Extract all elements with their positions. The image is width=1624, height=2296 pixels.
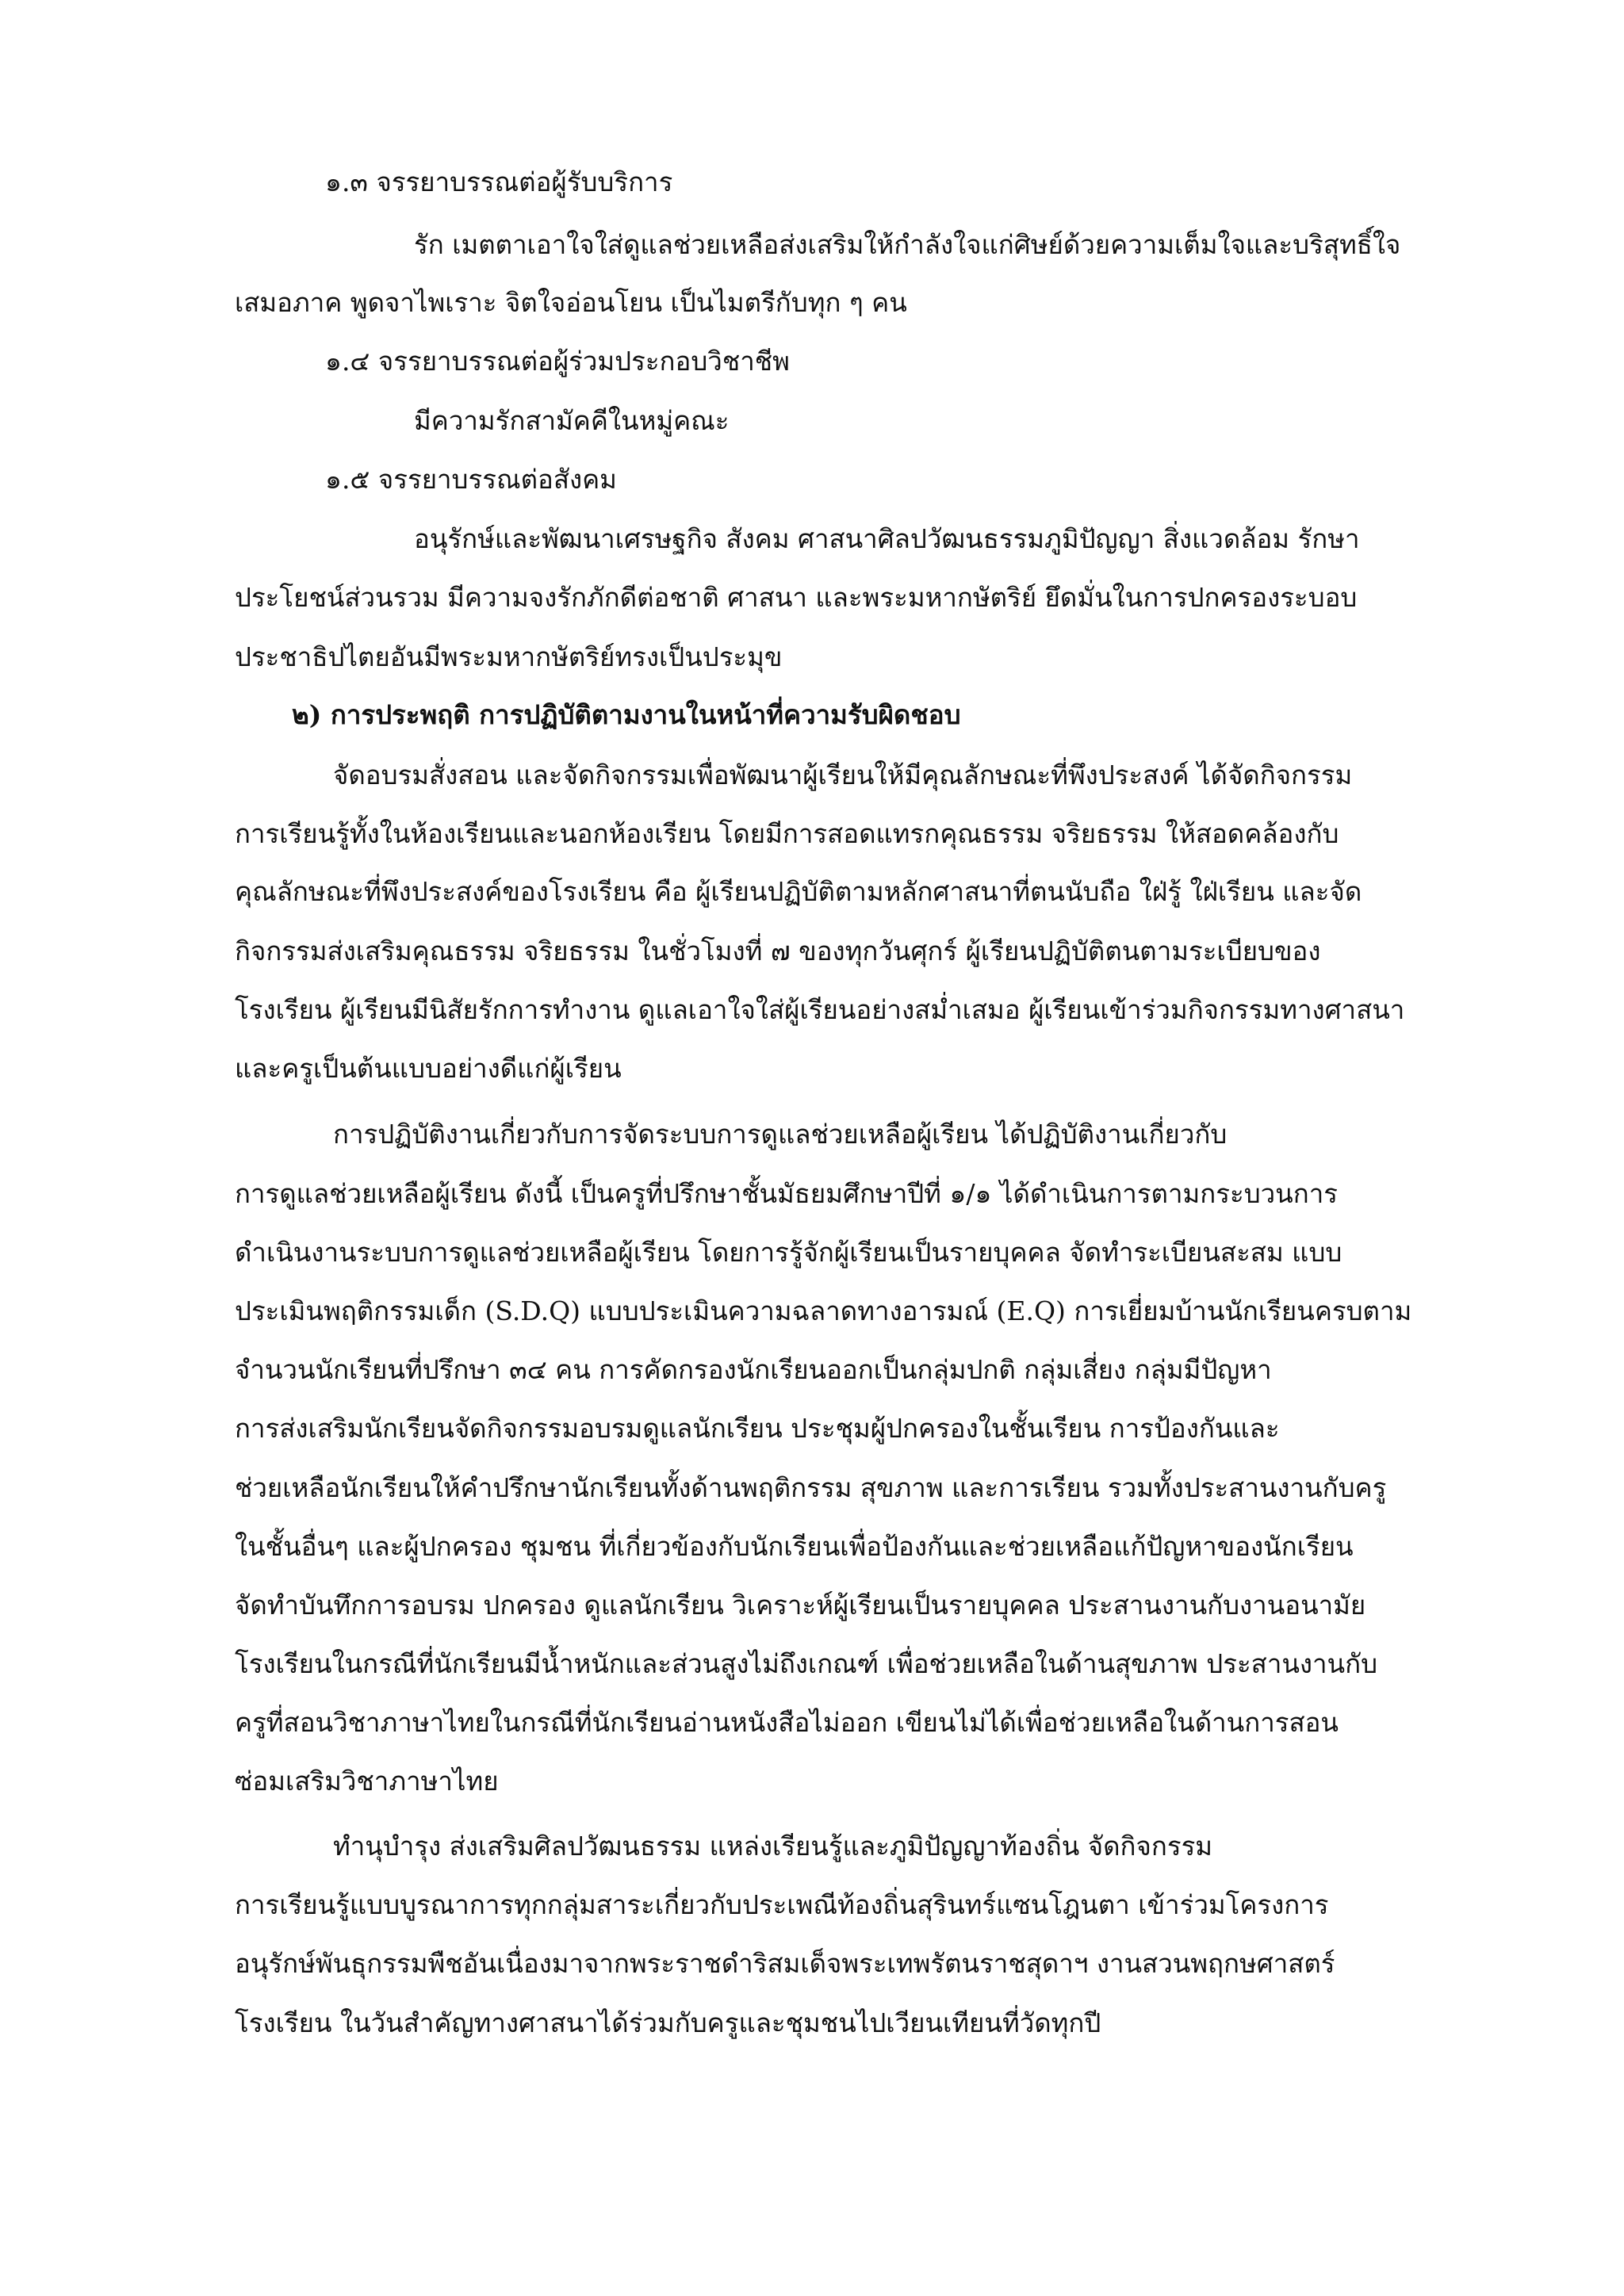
paragraph-line: จำนวนนักเรียนที่ปรึกษา ๓๔ คน การคัดกรองนักเรียนออกเป็นกลุ่มปกติ กลุ่มเสี่ยง กลุ่มมีปัญหา (235, 1354, 1272, 1385)
section-heading-1-4: ๑.๔ จรรยาบรรณต่อผู้ร่วมประกอบวิชาชีพ (325, 346, 790, 377)
section-heading-1-3: ๑.๓ จรรยาบรรณต่อผู้รับบริการ (325, 166, 673, 197)
paragraph-line: การดูแลช่วยเหลือผู้เรียน ดังนี้ เป็นครูที่ปรึกษาชั้นมัธยมศึกษาปีที่ ๑/๑ ได้ดำเนินการตามกระบวนการ (235, 1178, 1338, 1209)
paragraph-line: ดำเนินงานระบบการดูแลช่วยเหลือผู้เรียน โดยการรู้จักผู้เรียนเป็นรายบุคคล จัดทำระเบียนสะสม แบบ (235, 1237, 1342, 1268)
paragraph-line: การส่งเสริมนักเรียนจัดกิจกรรมอบรมดูแลนักเรียน ประชุมผู้ปกครองในชั้นเรียน การป้องกันและ (235, 1413, 1280, 1444)
paragraph-line: อนุรักษ์และพัฒนาเศรษฐกิจ สังคม ศาสนาศิลปวัฒนธรรมภูมิปัญญา สิ่งแวดล้อม รักษา (414, 523, 1360, 554)
paragraph-line: โรงเรียนในกรณีที่นักเรียนมีน้ำหนักและส่วนสูงไม่ถึงเกณฑ์ เพื่อช่วยเหลือในด้านสุขภาพ ประสานงานกับ (235, 1648, 1378, 1679)
paragraph-line: เสมอภาค พูดจาไพเราะ จิตใจอ่อนโยน เป็นไมตรีกับทุก ๆ คน (235, 287, 907, 318)
paragraph-line: คุณลักษณะที่พึงประสงค์ของโรงเรียน คือ ผู้เรียนปฏิบัติตามหลักศาสนาที่ตนนับถือ ใฝ่รู้ ใฝ่เรียน และจัด (235, 876, 1362, 907)
paragraph-line: โรงเรียน ในวันสำคัญทางศาสนาได้ร่วมกับครูและชุมชนไปเวียนเทียนที่วัดทุกปี (235, 2007, 1101, 2038)
paragraph-line: มีความรักสามัคคีในหมู่คณะ (414, 405, 730, 436)
paragraph-line: การเรียนรู้แบบบูรณาการทุกกลุ่มสาระเกี่ยวกับประเพณีท้องถิ่นสุรินทร์แซนโฎนตา เข้าร่วมโครงการ (235, 1889, 1329, 1920)
paragraph-line: อนุรักษ์พันธุกรรมพืชอันเนื่องมาจากพระราชดำริสมเด็จพระเทพรัตนราชสุดาฯ งานสวนพฤกษศาสตร์ (235, 1948, 1335, 1979)
paragraph-line: ประโยชน์ส่วนรวม มีความจงรักภักดีต่อชาติ ศาสนา และพระมหากษัตริย์ ยึดมั่นในการปกครองระบอบ (235, 582, 1358, 613)
paragraph-line: ในชั้นอื่นๆ และผู้ปกครอง ชุมชน ที่เกี่ยวข้องกับนักเรียนเพื่อป้องกันและช่วยเหลือแก้ปัญหาของนักเรียน (235, 1531, 1354, 1562)
section-heading-1-5: ๑.๕ จรรยาบรรณต่อสังคม (325, 464, 617, 495)
paragraph-line: การเรียนรู้ทั้งในห้องเรียนและนอกห้องเรียน โดยมีการสอดแทรกคุณธรรม จริยธรรม ให้สอดคล้องกับ (235, 818, 1339, 849)
paragraph-line: กิจกรรมส่งเสริมคุณธรรม จริยธรรม ในชั่วโมงที่ ๗ ของทุกวันศุกร์ ผู้เรียนปฏิบัติตนตามระเบียบของ (235, 936, 1321, 966)
paragraph-line: ครูที่สอนวิชาภาษาไทยในกรณีที่นักเรียนอ่านหนังสือไม่ออก เขียนไม่ได้เพื่อช่วยเหลือในด้านการสอน (235, 1707, 1339, 1738)
paragraph-line: การปฏิบัติงานเกี่ยวกับการจัดระบบการดูแลช่วยเหลือผู้เรียน ได้ปฏิบัติงานเกี่ยวกับ (333, 1119, 1228, 1150)
paragraph-line: ประชาธิปไตยอันมีพระมหากษัตริย์ทรงเป็นประมุข (235, 641, 783, 672)
paragraph-line: รัก เมตตาเอาใจใส่ดูแลช่วยเหลือส่งเสริมให้กำลังใจแก่ศิษย์ด้วยความเต็มใจและบริสุทธิ์ใจ (414, 229, 1401, 260)
paragraph-line: ซ่อมเสริมวิชาภาษาไทย (235, 1766, 499, 1797)
paragraph-line: จัดทำบันทึกการอบรม ปกครอง ดูแลนักเรียน วิเคราะห์ผู้เรียนเป็นรายบุคคล ประสานงานกับงานอนามัย (235, 1590, 1366, 1621)
paragraph-line: ประเมินพฤติกรรมเด็ก (S.D.Q) แบบประเมินความฉลาดทางอารมณ์ (E.Q) การเยี่ยมบ้านนักเรียนครบตาม (235, 1295, 1412, 1326)
section-heading-2: ๒) การประพฤติ การปฏิบัติตามงานในหน้าที่ความรับผิดชอบ (292, 699, 961, 730)
paragraph-line: และครูเป็นต้นแบบอย่างดีแก่ผู้เรียน (235, 1053, 622, 1084)
paragraph-line: โรงเรียน ผู้เรียนมีนิสัยรักการทำงาน ดูแลเอาใจใส่ผู้เรียนอย่างสม่ำเสมอ ผู้เรียนเข้าร่วมกิจกรรมทางศาสนา (235, 994, 1405, 1025)
paragraph-line: จัดอบรมสั่งสอน และจัดกิจกรรมเพื่อพัฒนาผู้เรียนให้มีคุณลักษณะที่พึงประสงค์ ได้จัดกิจกรรม (333, 760, 1353, 790)
paragraph-line: ทำนุบำรุง ส่งเสริมศิลปวัฒนธรรม แหล่งเรียนรู้และภูมิปัญญาท้องถิ่น จัดกิจกรรม (333, 1831, 1213, 1862)
paragraph-line: ช่วยเหลือนักเรียนให้คำปรึกษานักเรียนทั้งด้านพฤติกรรม สุขภาพ และการเรียน รวมทั้งประสานงานกับครู (235, 1472, 1387, 1503)
